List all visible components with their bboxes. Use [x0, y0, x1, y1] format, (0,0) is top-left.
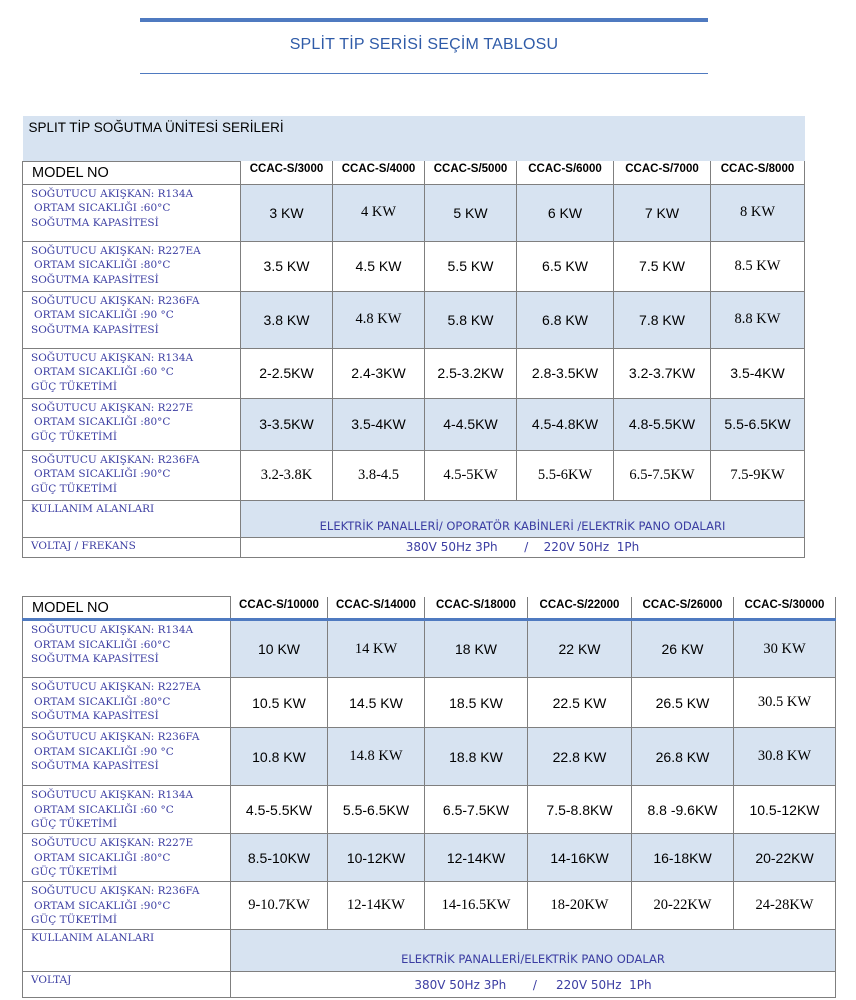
table-cell: 30 KW: [734, 620, 836, 678]
table-row: [23, 291, 805, 348]
table-cell: 26 KW: [632, 620, 734, 678]
table-cell: 4.5 KW: [333, 241, 425, 291]
table-cell: 4 KW: [333, 184, 425, 241]
table-cell: 9-10.7KW: [231, 882, 328, 930]
title-bottom-rule: [140, 73, 708, 74]
row-label: [23, 184, 241, 241]
table-cell: 30.8 KW: [734, 728, 836, 786]
row-label: [23, 291, 241, 348]
table-cell: 5 KW: [425, 184, 517, 241]
column-header: CCAC-S/18000: [425, 597, 528, 620]
row-label: [23, 834, 231, 882]
selection-table-2: [22, 596, 836, 998]
table-cell: 26.8 KW: [632, 728, 734, 786]
voltage-value: 380V 50Hz 3Ph / 220V 50Hz 1Ph: [231, 972, 836, 998]
table-cell: 14-16KW: [528, 834, 632, 882]
table-cell: 4.8-5.5KW: [614, 398, 711, 450]
table-cell: 5.8 KW: [425, 291, 517, 348]
metric-text: GÜÇ TÜKETİMİ: [31, 866, 118, 878]
table-cell: 30.5 KW: [734, 678, 836, 728]
ambient-temp-text: ORTAM SICAKLIĞI :90 °C: [34, 309, 174, 321]
metric-text: SOĞUTMA KAPASİTESİ: [31, 273, 159, 286]
row-label: [23, 882, 231, 930]
table-cell: 22 KW: [528, 620, 632, 678]
table-cell: 18.8 KW: [425, 728, 528, 786]
ambient-temp-text: ORTAM SICAKLIĞI :60 °C: [34, 803, 174, 816]
ambient-temp-text: ORTAM SICAKLIĞI :80°C: [34, 851, 171, 864]
table-cell: 7.5 KW: [614, 241, 711, 291]
refrigerant-text: SOĞUTUCU AKIŞKAN: R236FA: [31, 453, 200, 466]
table-cell: 20-22KW: [632, 882, 734, 930]
row-label: [23, 241, 241, 291]
table-cell: 7 KW: [614, 184, 711, 241]
column-header: CCAC-S/7000: [614, 161, 711, 184]
table-cell: 2-2.5KW: [241, 348, 333, 398]
table-row: [23, 882, 836, 930]
table-cell: 26.5 KW: [632, 678, 734, 728]
table-cell: 7.8 KW: [614, 291, 711, 348]
table-cell: 24-28KW: [734, 882, 836, 930]
table-row: [23, 786, 836, 834]
table-cell: 8 KW: [711, 184, 805, 241]
table-cell: 4.8 KW: [333, 291, 425, 348]
refrigerant-text: SOĞUTUCU AKIŞKAN: R134A: [31, 351, 194, 364]
ambient-temp-text: ORTAM SICAKLIĞI :60°C: [34, 638, 171, 651]
table-cell: 5.5-6.5KW: [328, 786, 425, 834]
table-row: [23, 348, 805, 398]
model-no-label: MODEL NO: [23, 161, 241, 184]
table-cell: 18 KW: [425, 620, 528, 678]
selection-table-1: [22, 116, 805, 558]
table-cell: 8.5 KW: [711, 241, 805, 291]
row-label: [23, 398, 241, 450]
page-title: SPLİT TİP SERİSİ SEÇİM TABLOSU: [289, 36, 559, 53]
row-label: [23, 678, 231, 728]
column-header: CCAC-S/22000: [528, 597, 632, 620]
table-cell: 14.5 KW: [328, 678, 425, 728]
usage-areas-value: ELEKTRİK PANALLERİ/ELEKTRİK PANO ODALAR: [231, 930, 836, 972]
metric-text: GÜÇ TÜKETİMİ: [31, 818, 118, 830]
usage-areas-label: KULLANIM ALANLARI: [23, 500, 241, 537]
refrigerant-text: SOĞUTUCU AKIŞKAN: R236FA: [31, 885, 200, 897]
table-cell: 12-14KW: [328, 882, 425, 930]
table-cell: 18-20KW: [528, 882, 632, 930]
table-cell: 5.5 KW: [425, 241, 517, 291]
refrigerant-text: SOĞUTUCU AKIŞKAN: R227E: [31, 837, 194, 849]
voltage-frequency-label: VOLTAJ / FREKANS: [23, 537, 241, 557]
column-header: CCAC-S/10000: [231, 597, 328, 620]
table-cell: 22.8 KW: [528, 728, 632, 786]
metric-text: GÜÇ TÜKETİMİ: [31, 380, 118, 393]
refrigerant-text: SOĞUTUCU AKIŞKAN: R236FA: [31, 731, 200, 743]
refrigerant-text: SOĞUTUCU AKIŞKAN: R236FA: [31, 294, 200, 307]
table-row: [23, 728, 836, 786]
refrigerant-text: SOĞUTUCU AKIŞKAN: R227EA: [31, 681, 201, 693]
voltage-frequency-value: 380V 50Hz 3Ph / 220V 50Hz 1Ph: [241, 537, 805, 557]
table-cell: 14 KW: [328, 620, 425, 678]
metric-text: SOĞUTMA KAPASİTESİ: [31, 216, 159, 229]
table-cell: 2.8-3.5KW: [517, 348, 614, 398]
table-row: [23, 241, 805, 291]
row-label: [23, 786, 231, 834]
table-row: [23, 678, 836, 728]
table-cell: 6.8 KW: [517, 291, 614, 348]
table-cell: 3.8 KW: [241, 291, 333, 348]
column-header: CCAC-S/8000: [711, 161, 805, 184]
refrigerant-text: SOĞUTUCU AKIŞKAN: R227E: [31, 401, 194, 414]
table-row: [23, 398, 805, 450]
table-cell: 4.5-4.8KW: [517, 398, 614, 450]
row-label: [23, 620, 231, 678]
metric-text: GÜÇ TÜKETİMİ: [31, 482, 118, 495]
table-cell: 8.5-10KW: [231, 834, 328, 882]
column-header: CCAC-S/26000: [632, 597, 734, 620]
table-cell: 18.5 KW: [425, 678, 528, 728]
table-cell: 3.2-3.7KW: [614, 348, 711, 398]
voltage-label: VOLTAJ: [23, 972, 231, 998]
table-cell: 5.5-6.5KW: [711, 398, 805, 450]
table-cell: 3 KW: [241, 184, 333, 241]
usage-areas-label: KULLANIM ALANLARI: [23, 930, 231, 972]
table-cell: 14.8 KW: [328, 728, 425, 786]
column-header: CCAC-S/4000: [333, 161, 425, 184]
row-label: [23, 450, 241, 500]
ambient-temp-text: ORTAM SICAKLIĞI :90 °C: [34, 745, 174, 758]
table-cell: 7.5-9KW: [711, 450, 805, 500]
table-cell: 5.5-6KW: [517, 450, 614, 500]
table-cell: 3-3.5KW: [241, 398, 333, 450]
table-cell: 16-18KW: [632, 834, 734, 882]
column-header: CCAC-S/14000: [328, 597, 425, 620]
table-cell: 6.5-7.5KW: [614, 450, 711, 500]
table-cell: 6.5 KW: [517, 241, 614, 291]
column-header: CCAC-S/3000: [241, 161, 333, 184]
ambient-temp-text: ORTAM SICAKLIĞI :80°C: [34, 416, 171, 428]
table-cell: 12-14KW: [425, 834, 528, 882]
table-cell: 7.5-8.8KW: [528, 786, 632, 834]
ambient-temp-text: ORTAM SICAKLIĞI :90°C: [34, 899, 171, 912]
table-cell: 3.8-4.5: [333, 450, 425, 500]
table-row: [23, 834, 836, 882]
table-cell: 2.5-3.2KW: [425, 348, 517, 398]
ambient-temp-text: ORTAM SICAKLIĞI :60°C: [34, 202, 171, 214]
table-cell: 14-16.5KW: [425, 882, 528, 930]
table-cell: 22.5 KW: [528, 678, 632, 728]
refrigerant-text: SOĞUTUCU AKIŞKAN: R227EA: [31, 244, 201, 257]
metric-text: SOĞUTMA KAPASİTESİ: [31, 760, 159, 772]
ambient-temp-text: ORTAM SICAKLIĞI :60 °C: [34, 366, 174, 378]
refrigerant-text: SOĞUTUCU AKIŞKAN: R134A: [31, 789, 194, 801]
ambient-temp-text: ORTAM SICAKLIĞI :80°C: [34, 695, 171, 708]
metric-text: SOĞUTMA KAPASİTESİ: [31, 653, 159, 665]
row-label: [23, 348, 241, 398]
table-row: [23, 620, 836, 678]
table-cell: 10.8 KW: [231, 728, 328, 786]
table-cell: 10.5-12KW: [734, 786, 836, 834]
table-row: [23, 184, 805, 241]
column-header: CCAC-S/6000: [517, 161, 614, 184]
table-cell: 20-22KW: [734, 834, 836, 882]
table-row: [23, 450, 805, 500]
table-cell: 2.4-3KW: [333, 348, 425, 398]
ambient-temp-text: ORTAM SICAKLIĞI :90°C: [34, 468, 171, 480]
table-cell: 8.8 KW: [711, 291, 805, 348]
ambient-temp-text: ORTAM SICAKLIĞI :80°C: [34, 259, 171, 271]
table-cell: 4-4.5KW: [425, 398, 517, 450]
table-cell: 3.5-4KW: [711, 348, 805, 398]
model-no-label: MODEL NO: [23, 597, 231, 620]
usage-areas-value: ELEKTRİK PANALLERİ/ OPORATÖR KABİNLERİ /ELEKTRİK PANO ODALARI: [241, 500, 805, 537]
table-cell: 3.5-4KW: [333, 398, 425, 450]
section-title: SPLIT TİP SOĞUTMA ÜNİTESİ SERİLERİ: [23, 116, 805, 161]
table-cell: 10-12KW: [328, 834, 425, 882]
table-cell: 8.8 -9.6KW: [632, 786, 734, 834]
row-label: [23, 728, 231, 786]
refrigerant-text: SOĞUTUCU AKIŞKAN: R134A: [31, 624, 194, 636]
metric-text: GÜÇ TÜKETİMİ: [31, 914, 118, 926]
refrigerant-text: SOĞUTUCU AKIŞKAN: R134A: [31, 187, 194, 200]
table-cell: 10.5 KW: [231, 678, 328, 728]
table-cell: 4.5-5.5KW: [231, 786, 328, 834]
metric-text: SOĞUTMA KAPASİTESİ: [31, 323, 159, 336]
title-top-rule: [140, 18, 708, 22]
table-cell: 3.5 KW: [241, 241, 333, 291]
table-cell: 3.2-3.8K: [241, 450, 333, 500]
column-header: CCAC-S/30000: [734, 597, 836, 620]
table-cell: 6 KW: [517, 184, 614, 241]
table-cell: 4.5-5KW: [425, 450, 517, 500]
table-cell: 10 KW: [231, 620, 328, 678]
metric-text: GÜÇ TÜKETİMİ: [31, 430, 118, 443]
table-cell: 6.5-7.5KW: [425, 786, 528, 834]
column-header: CCAC-S/5000: [425, 161, 517, 184]
metric-text: SOĞUTMA KAPASİTESİ: [31, 710, 159, 722]
